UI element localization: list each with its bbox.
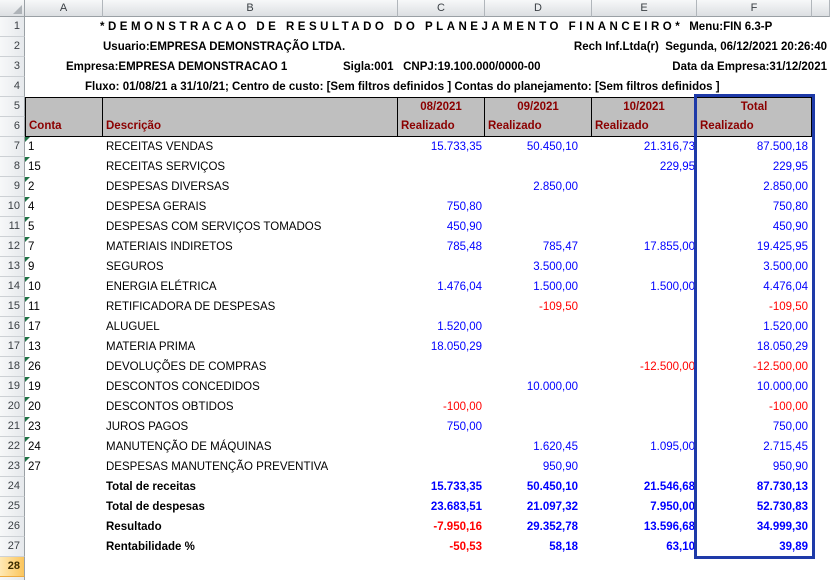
note-indicator-icon: [25, 217, 30, 222]
row-header-9[interactable]: 9: [0, 177, 25, 197]
sheet-row-fluxo[interactable]: [25, 77, 830, 97]
note-indicator-icon: [25, 317, 30, 322]
row-header-14[interactable]: 14: [0, 277, 25, 297]
cell-conta[interactable]: [25, 437, 103, 457]
cell-value[interactable]: [592, 337, 697, 357]
cell-value[interactable]: 1.500,00: [533, 281, 578, 293]
cell-value[interactable]: [592, 297, 697, 317]
cell-value[interactable]: -7.950,16: [433, 521, 482, 533]
cell-value[interactable]: [485, 157, 592, 177]
row-header-17[interactable]: 17: [0, 337, 25, 357]
cell-value[interactable]: [592, 317, 697, 337]
cell-value[interactable]: 23.683,51: [430, 501, 482, 513]
note-indicator-icon: [25, 177, 30, 182]
cell-conta[interactable]: [25, 277, 103, 297]
cell-value[interactable]: 15.733,35: [430, 141, 482, 153]
cell-value[interactable]: -109,50: [538, 301, 578, 313]
row-header-24[interactable]: 24: [0, 477, 25, 497]
cell-value[interactable]: -100,00: [768, 401, 808, 413]
cell-conta-empty[interactable]: [25, 477, 103, 497]
cell-conta[interactable]: [25, 237, 103, 257]
row-header-4[interactable]: 4: [0, 77, 25, 97]
header-cell-period-1[interactable]: 08/2021: [398, 97, 485, 117]
cell-value[interactable]: 1.520,00: [437, 321, 482, 333]
cell-descricao[interactable]: DESPESAS COM SERVIÇOS TOMADOS: [106, 221, 322, 233]
cell-conta-empty[interactable]: [25, 537, 103, 557]
row-header-13[interactable]: 13: [0, 257, 25, 277]
note-indicator-icon: [25, 197, 30, 202]
sheet-row-usuario[interactable]: [25, 37, 830, 57]
summary-row: [25, 537, 830, 557]
column-header-c[interactable]: C: [398, 0, 485, 17]
cell-value[interactable]: 87.500,18: [756, 141, 808, 153]
row-header-25[interactable]: 25: [0, 497, 25, 517]
cell-value[interactable]: 950,90: [542, 461, 578, 473]
conta-number: 7: [28, 241, 35, 253]
header-cell-total[interactable]: Total: [697, 97, 812, 117]
cell-value[interactable]: -12.500,00: [640, 361, 695, 373]
cell-value[interactable]: [398, 297, 485, 317]
cell-value[interactable]: 3.500,00: [533, 261, 578, 273]
cell-descricao[interactable]: DESPESA GERAIS: [106, 201, 207, 213]
cell-value[interactable]: [485, 357, 592, 377]
cell-value[interactable]: 2.715,45: [763, 441, 808, 453]
note-indicator-icon: [25, 157, 30, 162]
cell-value[interactable]: [592, 457, 697, 477]
note-indicator-icon: [25, 417, 30, 422]
report-title: *DEMONSTRACAO DE RESULTADO DO PLANEJAMENTO FINANCEIRO*: [100, 21, 684, 33]
cell-conta[interactable]: [25, 297, 103, 317]
cell-conta[interactable]: [25, 197, 103, 217]
table-row: [25, 197, 830, 217]
conta-number: 5: [28, 221, 35, 233]
cell-value[interactable]: 58,18: [549, 541, 578, 553]
cell-value[interactable]: [398, 437, 485, 457]
table-row: [25, 237, 830, 257]
cell-conta[interactable]: [25, 417, 103, 437]
row-header-6[interactable]: 6: [0, 117, 25, 137]
cell-value[interactable]: 1.095,00: [650, 441, 695, 453]
row-header-5[interactable]: 5: [0, 97, 25, 117]
cell-conta[interactable]: [25, 357, 103, 377]
header-cell-realizado-3[interactable]: Realizado: [592, 117, 697, 137]
note-indicator-icon: [25, 277, 30, 282]
cell-conta[interactable]: [25, 377, 103, 397]
cell-descricao[interactable]: ENERGIA ELÉTRICA: [106, 281, 217, 293]
cell-value[interactable]: 21.546,68: [643, 481, 695, 493]
conta-number: 13: [28, 341, 41, 353]
sheet-row-empresa[interactable]: [25, 57, 830, 77]
row-header-21[interactable]: 21: [0, 417, 25, 437]
cell-value[interactable]: 2.850,00: [763, 181, 808, 193]
cell-conta-empty[interactable]: [25, 497, 103, 517]
cell-value[interactable]: 750,80: [772, 201, 808, 213]
column-header-row: [0, 0, 830, 17]
cell-descricao[interactable]: MATERIA PRIMA: [106, 341, 196, 353]
cell-value[interactable]: 50.450,10: [526, 481, 578, 493]
cell-conta[interactable]: [25, 397, 103, 417]
cell-value[interactable]: 1.520,00: [763, 321, 808, 333]
cell-value[interactable]: 4.476,04: [763, 281, 808, 293]
cell-value[interactable]: 750,00: [446, 421, 482, 433]
summary-row: [25, 497, 830, 517]
cell-value[interactable]: 10.000,00: [756, 381, 808, 393]
note-indicator-icon: [25, 337, 30, 342]
cell-value[interactable]: 1.620,45: [533, 441, 578, 453]
header-cell-period-3[interactable]: 10/2021: [592, 97, 697, 117]
conta-number: 4: [28, 201, 35, 213]
note-indicator-icon: [25, 397, 30, 402]
cell-value[interactable]: [485, 197, 592, 217]
note-indicator-icon: [25, 237, 30, 242]
summary-row: [25, 517, 830, 537]
cell-conta[interactable]: [25, 337, 103, 357]
summary-label[interactable]: Resultado: [106, 521, 162, 533]
conta-number: 11: [28, 301, 40, 313]
table-row: [25, 297, 830, 317]
header-cell-descricao[interactable]: Descrição: [103, 117, 398, 137]
row-header-27[interactable]: 27: [0, 537, 25, 557]
row-header-1[interactable]: 1: [0, 17, 25, 37]
cell-value[interactable]: 13.596,68: [643, 521, 695, 533]
summary-label[interactable]: Total de despesas: [106, 501, 205, 513]
cell-descricao[interactable]: DESPESAS MANUTENÇÃO PREVENTIVA: [106, 461, 329, 473]
cell-value[interactable]: 450,90: [446, 221, 482, 233]
header-cell-realizado-1[interactable]: Realizado: [398, 117, 485, 137]
cell-value[interactable]: 87.730,13: [756, 481, 808, 493]
column-header-f[interactable]: F: [697, 0, 812, 17]
summary-row: [25, 477, 830, 497]
cell-value[interactable]: [592, 217, 697, 237]
column-header-e[interactable]: E: [592, 0, 697, 17]
cell-value[interactable]: 29.352,78: [526, 521, 578, 533]
cell-descricao[interactable]: DESCONTOS OBTIDOS: [106, 401, 234, 413]
cell-descricao[interactable]: DESPESAS DIVERSAS: [106, 181, 230, 193]
row-header-26[interactable]: 26: [0, 517, 25, 537]
cell-descricao[interactable]: JUROS PAGOS: [106, 421, 189, 433]
note-indicator-icon: [25, 357, 30, 362]
cell-value[interactable]: 1.500,00: [650, 281, 695, 293]
table-row: [25, 257, 830, 277]
row-header-2[interactable]: 2: [0, 37, 25, 57]
note-indicator-icon: [25, 437, 30, 442]
row-header-15[interactable]: 15: [0, 297, 25, 317]
cell-value[interactable]: 450,90: [772, 221, 808, 233]
table-row: [25, 317, 830, 337]
cell-value[interactable]: 52.730,83: [756, 501, 808, 513]
conta-number: 19: [28, 381, 41, 393]
cell-conta-empty[interactable]: [25, 517, 103, 537]
cell-descricao[interactable]: ALUGUEL: [106, 321, 160, 333]
cell-value[interactable]: 3.500,00: [763, 261, 808, 273]
conta-number: 15: [28, 161, 41, 173]
conta-number: 10: [28, 281, 41, 293]
table-row: [25, 277, 830, 297]
cell-descricao[interactable]: DEVOLUÇÕES DE COMPRAS: [106, 361, 267, 373]
row-header-16[interactable]: 16: [0, 317, 25, 337]
cell-value[interactable]: 7.950,00: [650, 501, 695, 513]
select-all-corner[interactable]: [0, 0, 25, 17]
cell-value[interactable]: 50.450,10: [526, 141, 578, 153]
cell-conta[interactable]: [25, 137, 103, 157]
report-menu-code: Menu:FIN 6.3-P: [689, 21, 773, 33]
header-cell-realizado-total[interactable]: Realizado: [697, 117, 812, 137]
grid-rows: [25, 17, 830, 557]
report-data-empresa: Data da Empresa:31/12/2021: [672, 61, 827, 73]
select-all-triangle-icon: [13, 5, 22, 14]
table-row: [25, 357, 830, 377]
column-header-partial-g[interactable]: [812, 0, 830, 17]
row-header-12[interactable]: 12: [0, 237, 25, 257]
cell-value[interactable]: [592, 197, 697, 217]
cell-value[interactable]: 18.050,29: [430, 341, 482, 353]
conta-number: 26: [28, 361, 41, 373]
cell-value[interactable]: 17.855,00: [643, 241, 695, 253]
cell-conta[interactable]: [25, 177, 103, 197]
cell-value[interactable]: -12.500,00: [753, 361, 808, 373]
cell-value[interactable]: 39,89: [779, 541, 808, 553]
row-header-7[interactable]: 7: [0, 137, 25, 157]
cell-value[interactable]: [485, 317, 592, 337]
cell-value[interactable]: [398, 177, 485, 197]
cell-value[interactable]: [485, 417, 592, 437]
cell-value[interactable]: -50,53: [449, 541, 482, 553]
row-header-10[interactable]: 10: [0, 197, 25, 217]
cell-value[interactable]: [485, 397, 592, 417]
table-row: [25, 457, 830, 477]
conta-number: 9: [28, 261, 35, 273]
row-header-3[interactable]: 3: [0, 57, 25, 77]
cell-value[interactable]: -100,00: [442, 401, 482, 413]
cell-value[interactable]: 785,47: [542, 241, 578, 253]
cell-value[interactable]: [592, 177, 697, 197]
row-header-19[interactable]: 19: [0, 377, 25, 397]
conta-number: 20: [28, 401, 41, 413]
cell-descricao[interactable]: MATERIAIS INDIRETOS: [106, 241, 233, 253]
conta-number: 17: [28, 321, 41, 333]
cell-descricao[interactable]: RETIFICADORA DE DESPESAS: [106, 301, 276, 313]
table-row: [25, 157, 830, 177]
column-header-b[interactable]: B: [103, 0, 398, 17]
cell-value[interactable]: 21.316,73: [643, 141, 695, 153]
cell-descricao[interactable]: MANUTENÇÃO DE MÁQUINAS: [106, 441, 272, 453]
cell-value[interactable]: 750,00: [772, 421, 808, 433]
cell-value[interactable]: 229,95: [659, 161, 695, 173]
cell-value[interactable]: [485, 337, 592, 357]
cell-value[interactable]: 10.000,00: [526, 381, 578, 393]
header-cell-realizado-2[interactable]: Realizado: [485, 117, 592, 137]
conta-number: 2: [28, 181, 35, 193]
column-header-a[interactable]: A: [25, 0, 103, 17]
table-header-labels: [25, 117, 830, 137]
cell-value[interactable]: [485, 217, 592, 237]
header-cell-empty-a[interactable]: [25, 97, 103, 117]
conta-number: 1: [28, 141, 35, 153]
cell-value[interactable]: [398, 357, 485, 377]
cell-value[interactable]: [592, 417, 697, 437]
report-usuario: Usuario:EMPRESA DEMONSTRAÇÃO LTDA.: [103, 41, 346, 53]
row-header-28[interactable]: 28: [0, 557, 25, 577]
cell-value[interactable]: 785,48: [446, 241, 482, 253]
cell-value[interactable]: 750,80: [446, 201, 482, 213]
conta-number: 23: [28, 421, 41, 433]
note-indicator-icon: [25, 137, 30, 142]
table-row: [25, 177, 830, 197]
cell-descricao[interactable]: DESCONTOS CONCEDIDOS: [106, 381, 260, 393]
cell-value[interactable]: 1.476,04: [437, 281, 482, 293]
cell-descricao[interactable]: RECEITAS VENDAS: [106, 141, 214, 153]
cell-value[interactable]: 2.850,00: [533, 181, 578, 193]
note-indicator-icon: [25, 457, 30, 462]
cell-value[interactable]: 15.733,35: [430, 481, 482, 493]
cell-conta[interactable]: [25, 217, 103, 237]
table-row: [25, 337, 830, 357]
row-header-column: [0, 17, 25, 580]
row-header-22[interactable]: 22: [0, 437, 25, 457]
cell-value[interactable]: 34.999,30: [756, 521, 808, 533]
table-row: [25, 217, 830, 237]
cell-value[interactable]: [398, 377, 485, 397]
header-cell-period-2[interactable]: 09/2021: [485, 97, 592, 117]
row-header-18[interactable]: 18: [0, 357, 25, 377]
report-rech-timestamp: Rech Inf.Ltda(r) Segunda, 06/12/2021 20:26:40: [573, 41, 827, 53]
header-cell-conta[interactable]: Conta: [25, 117, 103, 137]
table-row: [25, 377, 830, 397]
header-cell-empty-b[interactable]: [103, 97, 398, 117]
row-header-23[interactable]: 23: [0, 457, 25, 477]
cell-descricao[interactable]: SEGUROS: [106, 261, 164, 273]
cell-value[interactable]: 18.050,29: [756, 341, 808, 353]
note-indicator-icon: [25, 257, 30, 262]
table-row: [25, 137, 830, 157]
cell-descricao[interactable]: RECEITAS SERVIÇOS: [106, 161, 226, 173]
cell-value[interactable]: [592, 377, 697, 397]
cell-value[interactable]: 229,95: [772, 161, 808, 173]
report-empresa: Empresa:EMPRESA DEMONSTRACAO 1: [66, 61, 288, 73]
report-fluxo-filtros: Fluxo: 01/08/21 a 31/10/21; Centro de custo: [Sem filtros definidos ] Contas do planejamento: [Sem filtros definidos ]: [85, 81, 720, 93]
cell-value[interactable]: 21.097,32: [526, 501, 578, 513]
row-header-11[interactable]: 11: [0, 217, 25, 237]
report-sigla-cnpj: Sigla:001 CNPJ:19.100.000/0000-00: [343, 61, 541, 73]
row-header-8[interactable]: 8: [0, 157, 25, 177]
cell-conta[interactable]: [25, 257, 103, 277]
cell-value[interactable]: 63,10: [666, 541, 695, 553]
cell-value[interactable]: [592, 397, 697, 417]
cell-conta[interactable]: [25, 157, 103, 177]
cell-value[interactable]: 19.425,95: [756, 241, 808, 253]
cell-conta[interactable]: [25, 317, 103, 337]
row-header-20[interactable]: 20: [0, 397, 25, 417]
table-row: [25, 397, 830, 417]
summary-label[interactable]: Rentabilidade %: [106, 541, 195, 553]
table-row: [25, 437, 830, 457]
cell-value[interactable]: [398, 157, 485, 177]
table-row: [25, 417, 830, 437]
summary-label[interactable]: Total de receitas: [106, 481, 196, 493]
note-indicator-icon: [25, 377, 30, 382]
cell-conta[interactable]: [25, 457, 103, 477]
cell-value[interactable]: [592, 257, 697, 277]
cell-value[interactable]: 950,90: [772, 461, 808, 473]
cell-value[interactable]: [398, 457, 485, 477]
conta-number: 24: [28, 441, 41, 453]
sheet-row-title[interactable]: [25, 17, 830, 37]
conta-number: 27: [28, 461, 41, 473]
cell-value[interactable]: -109,50: [768, 301, 808, 313]
column-header-d[interactable]: D: [485, 0, 592, 17]
cell-value[interactable]: [398, 257, 485, 277]
table-header-periods: [25, 97, 830, 117]
note-indicator-icon: [25, 297, 30, 302]
